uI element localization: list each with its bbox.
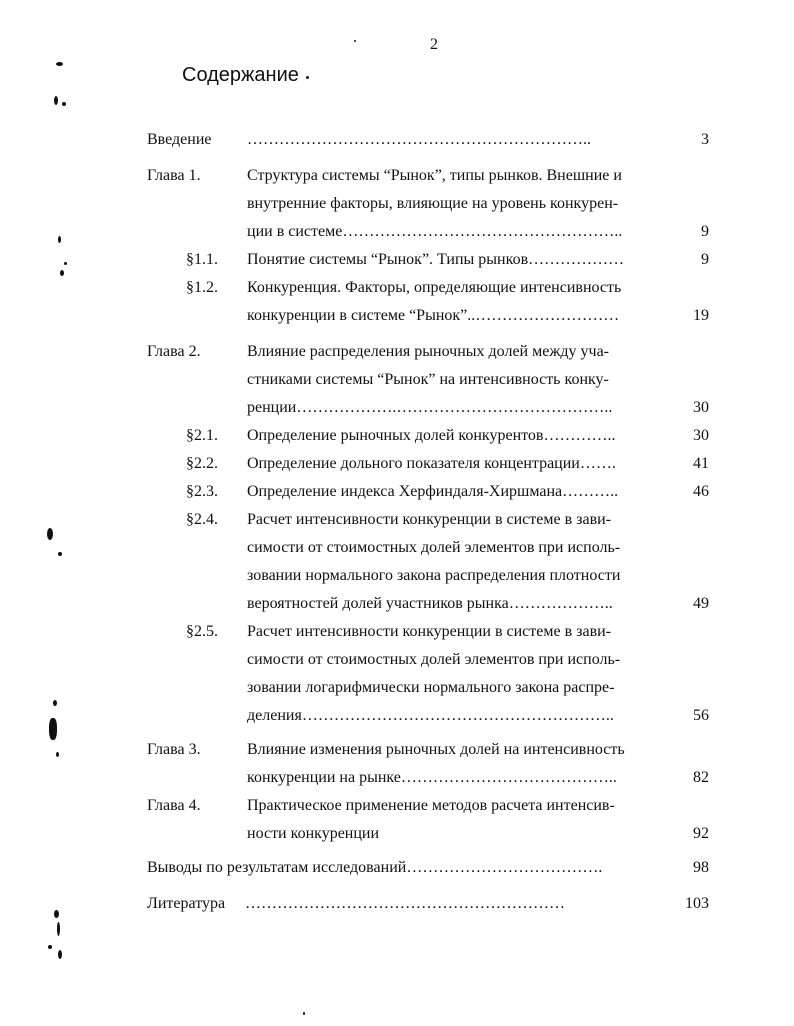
toc-intro-dots: ……………………………………………………….. <box>247 131 591 148</box>
toc-ch2-line: стниками системы “Рынок” на интенсивность конку- <box>247 371 609 388</box>
toc-s22-line: Определение дольного показателя концентрации……. <box>247 455 616 472</box>
toc-s11-line: Понятие системы “Рынок”. Типы рынков……………… <box>247 251 625 268</box>
toc-s24-line: симости от стоимостных долей элементов при исполь- <box>247 539 621 556</box>
toc-s21-label: §2.1. <box>186 427 218 444</box>
toc-s12-line: конкуренции в системе “Рынок”..……………………… <box>247 307 620 324</box>
toc-s23-page: 46 <box>693 483 709 500</box>
toc-ch3-line: Влияние изменения рыночных долей на интенсивность <box>247 741 625 758</box>
toc-ch2-line: Влияние распределения рыночных долей между уча- <box>247 343 610 360</box>
toc-s21-page: 30 <box>693 427 709 444</box>
toc-conclusions-page: 98 <box>693 859 709 876</box>
toc-ch2-label: Глава 2. <box>147 343 201 360</box>
page-number: 2 <box>430 36 438 53</box>
toc-ch1-line: Структура системы “Рынок”, типы рынков. Внешние и <box>247 167 622 184</box>
toc-s25-label: §2.5. <box>186 623 218 640</box>
toc-s23-line: Определение индекса Херфиндаля-Хиршмана……….. <box>247 483 619 500</box>
toc-s11-label: §1.1. <box>186 251 218 268</box>
toc-literature-dots: …………………………………………………… <box>245 895 565 912</box>
toc-ch1-line: ции в системе…………………………………………….. <box>247 223 623 240</box>
toc-s12-line: Конкуренция. Факторы, определяющие интенсивность <box>247 279 622 296</box>
toc-s24-line: Расчет интенсивности конкуренции в системе в зави- <box>247 511 612 528</box>
toc-ch3-line: конкуренции на рынке………………………………….. <box>247 769 617 786</box>
toc-ch4-line: Практическое применение методов расчета интенсив- <box>247 797 615 814</box>
toc-s25-line: Расчет интенсивности конкуренции в системе в зави- <box>247 623 612 640</box>
toc-literature-label: Литература <box>147 895 226 912</box>
toc-ch4-line: ности конкуренции <box>247 825 380 842</box>
toc-s24-page: 49 <box>693 595 709 612</box>
toc-ch2-page: 30 <box>693 399 709 416</box>
toc-ch3-page: 82 <box>693 769 709 786</box>
toc-ch3-label: Глава 3. <box>147 741 201 758</box>
toc-s25-line: зовании логарифмически нормального закона распре- <box>247 679 615 696</box>
toc-ch4-page: 92 <box>693 825 709 842</box>
toc-ch1-label: Глава 1. <box>147 167 201 184</box>
toc-s24-line: зовании нормального закона распределения плотности <box>247 567 621 584</box>
toc-ch1-page: 9 <box>701 223 709 240</box>
toc-s24-line: вероятностей долей участников рынка……………….. <box>247 595 613 612</box>
toc-s25-line: деления………………………………………………….. <box>247 707 614 724</box>
toc-ch1-line: внутренние факторы, влияющие на уровень конкурен- <box>247 195 619 212</box>
toc-s12-label: §1.2. <box>186 279 218 296</box>
toc-s25-line: симости от стоимостных долей элементов при исполь- <box>247 651 621 668</box>
toc-intro-label: Введение <box>147 131 212 148</box>
toc-s24-label: §2.4. <box>186 511 218 528</box>
toc-s25-page: 56 <box>693 707 709 724</box>
toc-s21-line: Определение рыночных долей конкурентов………….. <box>247 427 616 444</box>
toc-literature-page: 103 <box>685 895 709 912</box>
toc-ch4-label: Глава 4. <box>147 797 201 814</box>
toc-ch2-line: ренции……………….………………………………….. <box>247 399 613 416</box>
toc-intro-page: 3 <box>701 131 709 148</box>
toc-s12-page: 19 <box>693 307 709 324</box>
toc-s22-page: 41 <box>693 455 709 472</box>
toc-s23-label: §2.3. <box>186 483 218 500</box>
page-title: Содержание <box>182 64 299 86</box>
toc-conclusions-label: Выводы по результатам исследований………………………………. <box>147 859 603 876</box>
toc-s22-label: §2.2. <box>186 455 218 472</box>
toc-s11-page: 9 <box>701 251 709 268</box>
